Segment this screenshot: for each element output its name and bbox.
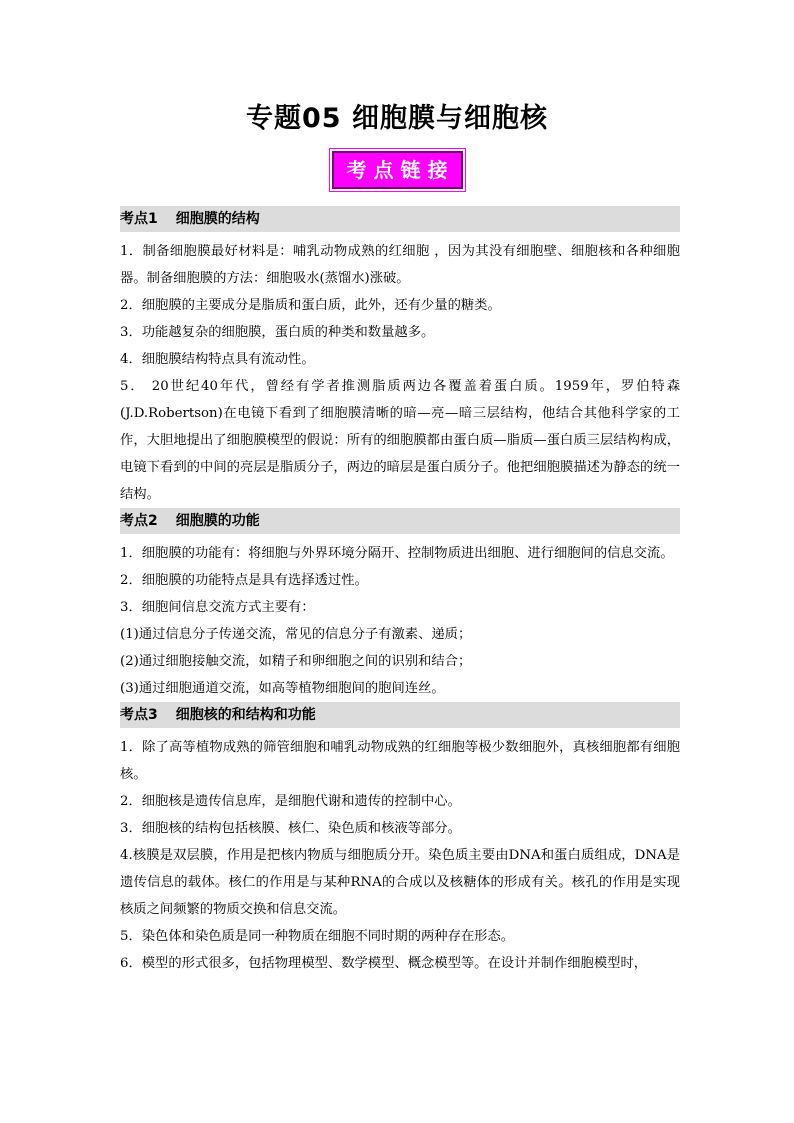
section-label: 考点1 — [120, 211, 158, 227]
section-heading — [120, 702, 680, 728]
paragraph: 2．细胞核是遗传信息库，是细胞代谢和遗传的控制中心。 — [120, 794, 461, 809]
paragraph: 3．细胞间信息交流方式主要有： — [120, 600, 315, 615]
paragraph: 5．染色体和染色质是同一种物质在细胞不同时期的两种存在形态。 — [120, 929, 515, 944]
content-body — [120, 206, 680, 977]
paragraph: 3．细胞核的结构包括核膜、核仁、染色质和核液等部分。 — [120, 821, 461, 836]
paragraph: 4．细胞膜结构特点具有流动性。 — [120, 352, 315, 367]
section-name: 细胞膜的结构 — [175, 211, 260, 227]
section-name: 细胞核的和结构和功能 — [175, 707, 316, 723]
badge-container — [0, 151, 794, 189]
paragraph: (3)通过细胞通道交流，如高等植物细胞间的胞间连丝。 — [120, 681, 445, 696]
section-label: 考点2 — [120, 513, 158, 529]
paragraph: 1．制备细胞膜最好材料是：哺乳动物成熟的红细胞 ，因为其没有细胞壁、细胞核和各种细胞器。制备细胞膜的方法：细胞吸水(蒸馏水)涨破。 — [120, 244, 680, 286]
paragraph: 2．细胞膜的主要成分是脂质和蛋白质，此外，还有少量的糖类。 — [120, 298, 501, 313]
section-badge: 考点链接 — [332, 151, 463, 189]
paragraph: 5． 20世纪40年代，曾经有学者推测脂质两边各覆盖着蛋白质。1959年，罗伯特森(J.D.Robertson)在电镜下看到了细胞膜清晰的暗—亮—暗三层结构，他结合其他科学家的工作，大胆地提出了细胞膜模型的假说：所有的细胞膜都由蛋白质—脂质—蛋白质三层结构构成，电镜下看到的中间的亮层是脂质分子，两边的暗层是蛋白质分子。他把细胞膜描述为静态的统一结构。 — [120, 379, 680, 502]
section-name: 细胞膜的功能 — [175, 513, 260, 529]
page-title: 专题05 细胞膜与细胞核 — [246, 103, 548, 134]
paragraph: (2)通过细胞接触交流，如精子和卵细胞之间的识别和结合； — [120, 654, 472, 669]
section-heading — [120, 508, 680, 534]
paragraph: (1)通过信息分子传递交流，常见的信息分子有激素、递质； — [120, 627, 472, 642]
paragraph: 4.核膜是双层膜，作用是把核内物质与细胞质分开。染色质主要由DNA和蛋白质组成，DNA是遗传信息的载体。核仁的作用是与某种RNA的合成以及核糖体的形成有关。核孔的作用是实现核质之间频繁的物质交换和信息交流。 — [120, 848, 680, 917]
paragraph: 3．功能越复杂的细胞膜，蛋白质的种类和数量越多。 — [120, 325, 435, 340]
paragraph: 1．除了高等植物成熟的筛管细胞和哺乳动物成熟的红细胞等极少数细胞外，真核细胞都有细胞核。 — [120, 740, 680, 782]
paragraph: 2．细胞膜的功能特点是具有选择透过性。 — [120, 573, 368, 588]
section-label: 考点3 — [120, 707, 158, 723]
paragraph: 1．细胞膜的功能有：将细胞与外界环境分隔开、控制物质进出细胞、进行细胞间的信息交流。 — [120, 546, 674, 561]
paragraph: 6．模型的形式很多，包括物理模型、数学模型、概念模型等。在设计并制作细胞模型时， — [120, 956, 648, 971]
section-heading — [120, 206, 680, 232]
